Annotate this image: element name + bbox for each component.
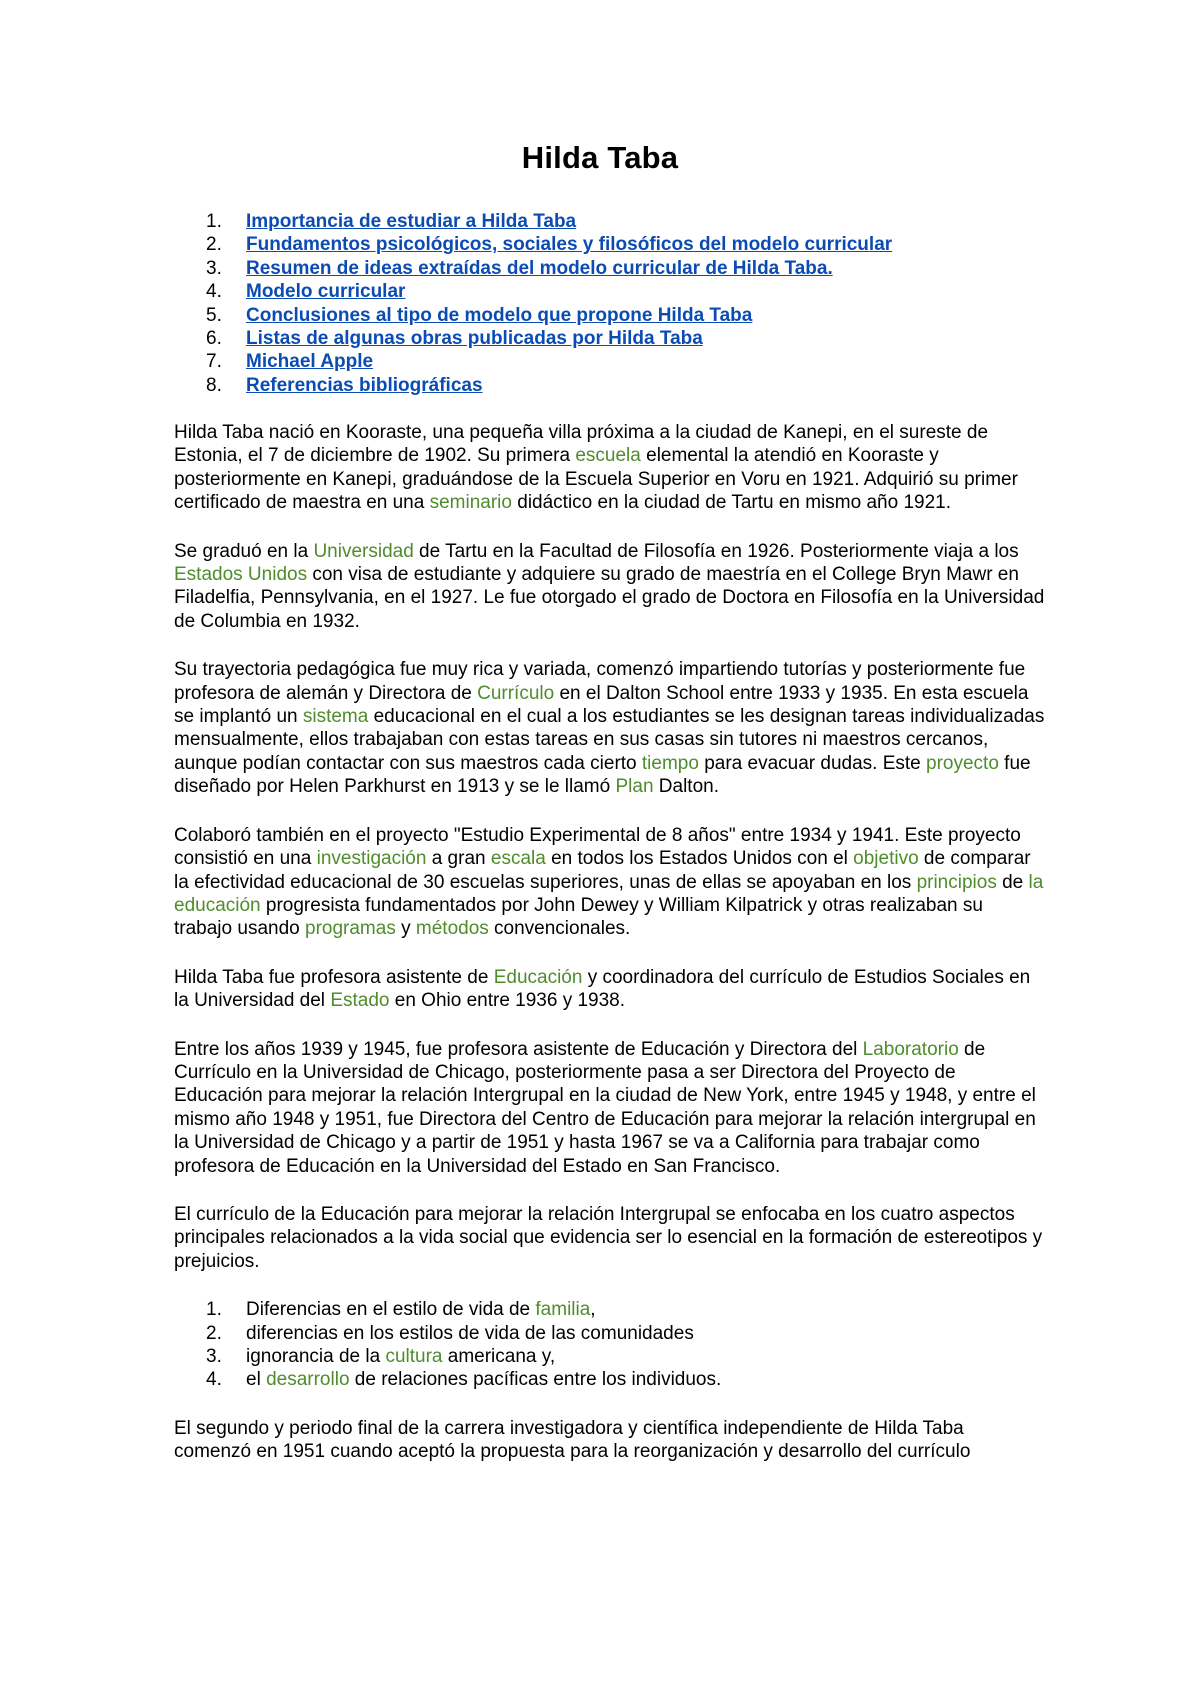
aspects-list-item [174, 1345, 1046, 1368]
aspect-text [246, 1299, 596, 1320]
inline-link[interactable]: objetivo [853, 848, 919, 870]
text-run: El currículo de la Educación para mejorar la relación Intergrupal se enfocaba en los cuatro aspectos principales relacionados a la vida social que evidencia ser lo esencial en la formación de estereotipos y prejuicios. [174, 1203, 1043, 1272]
text-run: en Ohio entre 1936 y 1938. [389, 990, 626, 1012]
inline-link[interactable]: desarrollo [266, 1369, 350, 1391]
text-run: el [246, 1369, 267, 1391]
inline-link[interactable]: investigación [316, 848, 427, 870]
text-run: de comparar la efectividad educacional de 30 escuelas superiores, unas de ellas se apoyaban en los [174, 848, 1031, 893]
aspect-text [246, 1369, 721, 1390]
text-run: Se graduó en la [174, 540, 314, 562]
text-run: de [996, 871, 1029, 893]
text-run: en el Dalton School entre 1933 y 1935. En esta escuela se implantó un [174, 682, 1029, 728]
inline-link[interactable]: Universidad [313, 540, 414, 562]
aspect-number: 2. [206, 1322, 222, 1344]
toc-link-modelo[interactable]: Modelo curricular [246, 281, 406, 303]
text-run: de Currículo en la Universidad de Chicago, posteriormente pasa a ser Directora del Proyecto de Educación para mejorar la relación Intergrupal en la ciudad de New York, entre 1945 y 1948, y entre el mismo año 1948 y 1951, fue Directora del Centro de Educación para mejorar la relación intergrupal en la Universidad de Chicago y a partir de 1951 y hasta 1967 se va a California para trabajar como profesora de Educación en la Universidad del Estado en San Francisco. [174, 1038, 1036, 1177]
toc-link-referencias[interactable]: Referencias bibliográficas [246, 374, 483, 396]
text-run: Entre los años 1939 y 1945, fue profesora asistente de Educación y Directora del [174, 1038, 863, 1060]
text-run: educacional en el cual a los estudiantes se les designan tareas individualizadas mensualmente, ellos trabajaban con estas tareas en sus casas sin tutores ni maestros cercanos, aunque podían contactar con sus maestros cada cierto [174, 706, 1045, 774]
text-run: diferencias en los estilos de vida de las comunidades [246, 1322, 694, 1344]
text-run: para evacuar dudas. Este [698, 752, 927, 774]
toc-number: 2. [206, 234, 222, 256]
text-run: y [395, 918, 416, 940]
toc-number: 6. [206, 327, 222, 349]
body-paragraph [174, 540, 1046, 634]
toc-number: 3. [206, 257, 222, 279]
aspect-text [246, 1323, 694, 1344]
inline-link[interactable]: Educación [493, 966, 583, 988]
inline-link[interactable]: familia [535, 1299, 591, 1321]
toc-number: 8. [206, 374, 222, 396]
toc-number: 7. [206, 351, 222, 373]
inline-link[interactable]: escuela [575, 445, 641, 467]
toc-link-importancia[interactable]: Importancia de estudiar a Hilda Taba [246, 211, 577, 232]
text-run: de relaciones pacíficas entre los individuos. [349, 1369, 722, 1391]
text-run: progresista fundamentados por John Dewey y William Kilpatrick y otras realizaban su trabajo usando [174, 894, 983, 940]
toc-number: 1. [206, 211, 222, 232]
toc-number: 5. [206, 304, 222, 326]
body-paragraph [174, 1203, 1046, 1273]
inline-link[interactable]: Laboratorio [862, 1038, 959, 1060]
inline-link[interactable]: tiempo [641, 752, 699, 774]
text-run: en todos los Estados Unidos con el [545, 848, 854, 870]
aspect-number: 3. [206, 1345, 222, 1367]
inline-link[interactable]: sistema [302, 706, 369, 728]
inline-link[interactable]: seminario [429, 492, 512, 514]
body-paragraph [174, 824, 1046, 941]
text-run: americana y, [442, 1345, 556, 1367]
inline-link[interactable]: la educación [174, 871, 1044, 916]
text-run: didáctico en la ciudad de Tartu en mismo año 1921. [511, 492, 952, 514]
toc-number: 4. [206, 281, 222, 303]
aspect-number: 1. [206, 1299, 222, 1321]
toc-link-fundamentos[interactable]: Fundamentos psicológicos, sociales y filosóficos del modelo curricular [246, 234, 893, 256]
text-run: elemental la atendió en Kooraste y posteriormente en Kanepi, graduándose de la Escuela Superior en Voru en 1921. Adquirió su primer certificado de maestra en una [174, 445, 1018, 514]
aspects-list [174, 1298, 1046, 1392]
text-run: Hilda Taba nació en Kooraste, una pequeña villa próxima a la ciudad de Kanepi, en el sureste de Estonia, el 7 de diciembre de 1902. Su primera [174, 422, 989, 467]
toc-link-obras[interactable]: Listas de algunas obras publicadas por Hilda Taba [246, 327, 703, 349]
text-run: Su trayectoria pedagógica fue muy rica y variada, comenzó impartiendo tutorías y posteriormente fue profesora de alemán y Directora de [174, 659, 1026, 704]
text-run: El segundo y periodo final de la carrera investigadora y científica independiente de Hilda Taba comenzó en 1951 cuando aceptó la propuesta para la reorganización y desarrollo del currículo [174, 1417, 971, 1463]
toc-link-michael-apple[interactable]: Michael Apple [246, 351, 374, 373]
aspects-list-item [174, 1368, 1046, 1391]
text-run: fue diseñado por Helen Parkhurst en 1913 y se le llamó [174, 752, 1031, 798]
aspect-number: 4. [206, 1369, 222, 1391]
text-run: con visa de estudiante y adquiere su grado de maestría en el College Bryn Mawr en Filadelfia, Pennsylvania, en el 1927. Le fue otorgado el grado de Doctora en Filosofía en la Universidad de Columbia en 1932. [174, 564, 1045, 632]
text-run: , [590, 1299, 596, 1321]
inline-link[interactable]: proyecto [926, 752, 999, 774]
text-run: Colaboró también en el proyecto "Estudio Experimental de 8 años" entre 1934 y 1941. Este proyecto consistió en una [174, 824, 1021, 870]
document-body [174, 421, 1046, 1489]
aspects-list-item [174, 1322, 1046, 1345]
inline-link[interactable]: Currículo [477, 682, 555, 704]
body-paragraph-final [174, 1417, 1046, 1464]
inline-link[interactable]: métodos [415, 918, 489, 940]
inline-link[interactable]: cultura [385, 1345, 443, 1367]
body-paragraph [174, 421, 1046, 515]
body-paragraph [174, 966, 1046, 1013]
inline-link[interactable]: Estado [330, 990, 390, 1012]
text-run: ignorancia de la [246, 1345, 386, 1367]
text-run: de Tartu en la Facultad de Filosofía en 1926. Posteriormente viaja a los [413, 540, 1019, 562]
body-paragraph [174, 1038, 1046, 1178]
inline-link[interactable]: Plan [615, 776, 654, 798]
toc-link-conclusiones[interactable]: Conclusiones al tipo de modelo que propone Hilda Taba [246, 304, 753, 326]
toc-link-resumen[interactable]: Resumen de ideas extraídas del modelo curricular de Hilda Taba. [246, 257, 833, 279]
inline-link[interactable]: escala [490, 848, 546, 870]
body-paragraph [174, 658, 1046, 798]
aspect-text [246, 1346, 555, 1367]
document-title: Hilda Taba [521, 140, 679, 175]
text-run: a gran [426, 848, 491, 870]
text-run: Hilda Taba fue profesora asistente de [174, 966, 494, 988]
inline-link[interactable]: programas [305, 918, 396, 940]
inline-link[interactable]: Estados Unidos [174, 564, 308, 586]
text-run: Diferencias en el estilo de vida de [246, 1299, 536, 1321]
text-run: convencionales. [488, 918, 631, 940]
aspects-list-item [174, 1298, 1046, 1321]
inline-link[interactable]: principios [916, 871, 997, 893]
text-run: Dalton. [653, 776, 719, 798]
text-run: y coordinadora del currículo de Estudios Sociales en la Universidad del [174, 966, 1031, 1012]
